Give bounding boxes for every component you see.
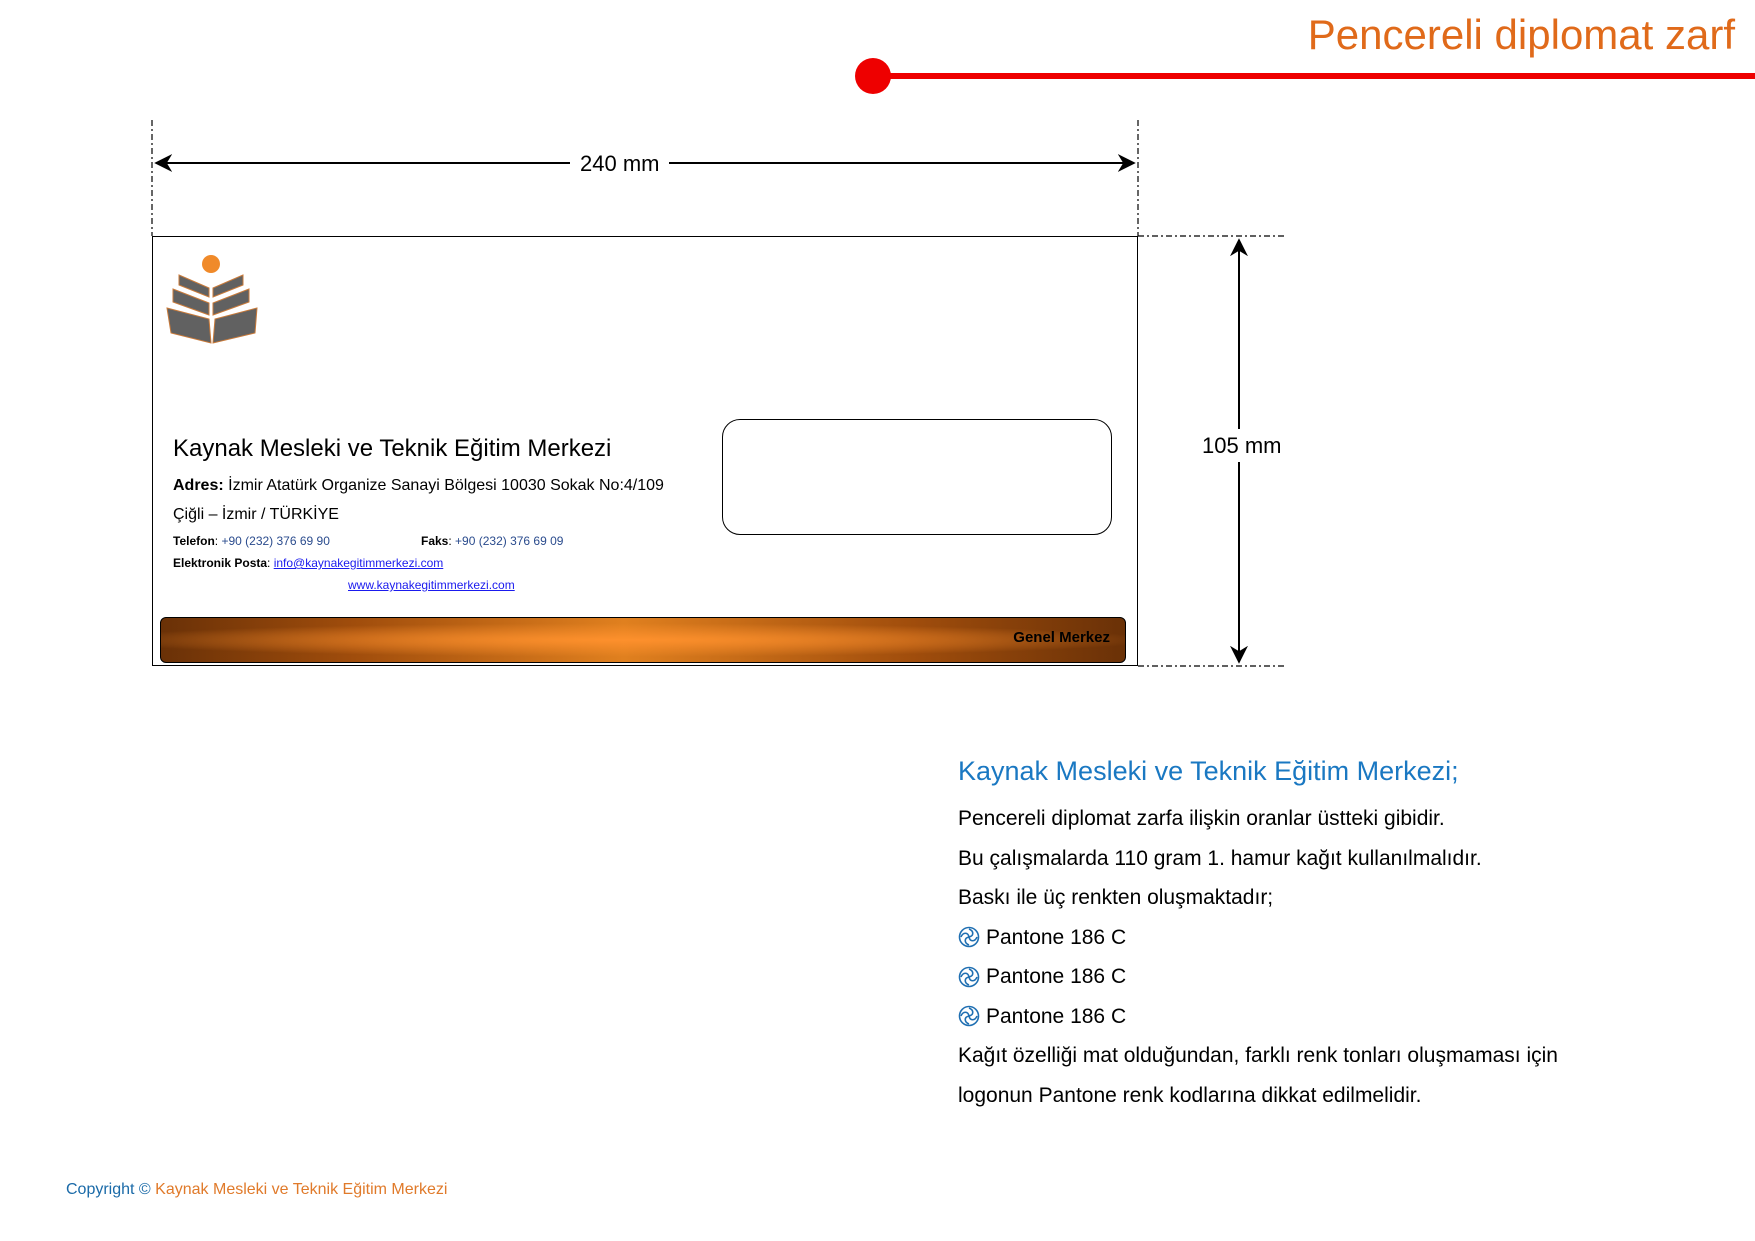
swirl-bullet-icon: [958, 1005, 980, 1027]
bottom-band: [160, 617, 1126, 663]
info-section: [958, 756, 1718, 1115]
copyright-prefix: Copyright ©: [66, 1181, 151, 1198]
height-dimension-text: 105 mm: [1200, 429, 1283, 462]
swirl-bullet-icon: [958, 926, 980, 948]
email-row: Elektronik Posta: info@kaynakegitimmerkezi.com: [173, 556, 444, 570]
envelope-org-name: Kaynak Mesleki ve Teknik Eğitim Merkezi: [173, 435, 612, 462]
fax-row: Faks: +90 (232) 376 69 09: [421, 534, 564, 548]
page-title: Pencereli diplomat zarf: [1307, 11, 1735, 58]
info-closing-line: Kağıt özelliği mat olduğundan, farklı renk tonları oluşmaması için: [958, 1044, 1558, 1067]
email-link[interactable]: info@kaynakegitimmerkezi.com: [273, 556, 444, 570]
address-label: Adres:: [173, 477, 224, 494]
width-dimension-label: 240 mm: [570, 151, 669, 177]
info-line: Pencereli diplomat zarfa ilişkin oranlar üstteki gibidir.: [958, 807, 1445, 830]
website-row: [348, 578, 515, 592]
envelope-mockup: [152, 236, 1138, 666]
info-closing-line: logonun Pantone renk kodlarına dikkat edilmelidir.: [958, 1083, 1422, 1107]
info-line: Bu çalışmalarda 110 gram 1. hamur kağıt kullanılmalıdır.: [958, 846, 1482, 870]
band-label: Genel Merkez: [1013, 629, 1110, 646]
address-window: [722, 419, 1112, 535]
phone-row: Telefon: +90 (232) 376 69 90: [173, 534, 330, 548]
address-value: İzmir Atatürk Organize Sanayi Bölgesi 10030 Sokak No:4/109: [228, 477, 664, 494]
footer-copyright: [66, 1181, 447, 1199]
pantone-code: Pantone 186 C: [986, 1004, 1127, 1028]
copyright-org: Kaynak Mesleki ve Teknik Eğitim Merkezi: [155, 1181, 448, 1198]
fax-label: Faks: [421, 534, 449, 548]
pantone-code: Pantone 186 C: [986, 965, 1127, 988]
fax-value: +90 (232) 376 69 09: [455, 534, 564, 548]
leaf-tree-logo-icon: [161, 245, 265, 345]
phone-label: Telefon: [173, 534, 215, 548]
info-line: Baskı ile üç renkten oluşmaktadır;: [958, 886, 1274, 909]
email-label: Elektronik Posta: [173, 556, 268, 570]
height-dimension-label: [1200, 433, 1283, 459]
pantone-bullet-item: [958, 997, 1718, 1037]
pantone-bullet-item: [958, 918, 1718, 958]
phone-value: +90 (232) 376 69 90: [221, 534, 330, 548]
pantone-code: Pantone 186 C: [986, 925, 1127, 949]
website-link[interactable]: www.kaynakegitimmerkezi.com: [348, 578, 515, 592]
address-line-2: Çiğli – İzmir / TÜRKİYE: [173, 506, 339, 523]
pantone-bullet-item: [958, 957, 1718, 997]
info-heading: Kaynak Mesleki ve Teknik Eğitim Merkezi;: [958, 756, 1459, 786]
swirl-bullet-icon: [958, 966, 980, 988]
address-line-1: [173, 477, 664, 495]
